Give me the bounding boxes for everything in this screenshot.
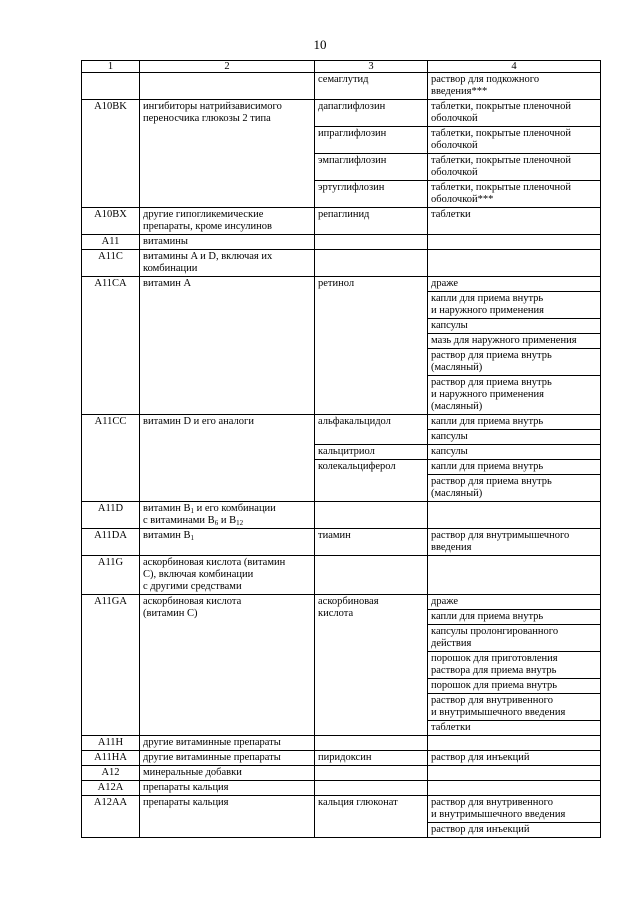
dosage-form-cell: капли для приема внутрь <box>428 460 601 475</box>
table-row <box>82 235 601 250</box>
dosage-form-cell: таблетки, покрытые пленочной оболочкой <box>428 154 601 181</box>
substance-cell: репаглинид <box>315 208 428 235</box>
table-row <box>82 556 601 595</box>
dosage-form-cell <box>428 250 601 277</box>
substance-cell <box>315 556 428 595</box>
group-name-cell: ингибиторы натрийзависимого переносчика глюкозы 2 типа <box>140 100 315 208</box>
table-row <box>82 781 601 796</box>
atc-code-cell: A10BX <box>82 208 140 235</box>
table-row <box>82 502 601 529</box>
atc-code-cell: A12AA <box>82 796 140 838</box>
atc-code-cell: A11GA <box>82 595 140 736</box>
column-header-code: 1 <box>82 61 140 73</box>
dosage-form-cell: капли для приема внутрь <box>428 415 601 430</box>
substance-cell <box>315 250 428 277</box>
atc-code-cell: A11H <box>82 736 140 751</box>
atc-code-cell: A11HA <box>82 751 140 766</box>
dosage-form-cell <box>428 736 601 751</box>
dosage-form-cell <box>428 781 601 796</box>
column-header-form: 4 <box>428 61 601 73</box>
dosage-form-cell <box>428 766 601 781</box>
group-name-cell: другие гипогликемические препараты, кроме инсулинов <box>140 208 315 235</box>
group-name-cell: витамины A и D, включая их комбинации <box>140 250 315 277</box>
table-row <box>82 529 601 556</box>
atc-code-cell: A12 <box>82 766 140 781</box>
group-name-cell: аскорбиновая кислота (витамин С) <box>140 595 315 736</box>
atc-code-cell: A12A <box>82 781 140 796</box>
drug-classification-table <box>81 60 601 838</box>
dosage-form-cell: мазь для наружного применения <box>428 334 601 349</box>
table-row <box>82 250 601 277</box>
atc-code-cell: A11G <box>82 556 140 595</box>
table-row <box>82 415 601 430</box>
dosage-form-cell: раствор для приема внутрь (масляный) <box>428 349 601 376</box>
group-name-cell: витамин A <box>140 277 315 415</box>
group-name-cell: витамин $B_1$ и его комбинации с витаминами $B_6$ и $B_{12}$ <box>140 502 315 529</box>
table-row <box>82 751 601 766</box>
dosage-form-cell: драже <box>428 277 601 292</box>
atc-code-cell <box>82 73 140 100</box>
table-row <box>82 100 601 127</box>
column-header-substance: 3 <box>315 61 428 73</box>
dosage-form-cell: капли для приема внутрь <box>428 610 601 625</box>
column-header-group: 2 <box>140 61 315 73</box>
dosage-form-cell: таблетки, покрытые пленочной оболочкой*** <box>428 181 601 208</box>
dosage-form-cell: капсулы <box>428 319 601 334</box>
group-name-cell <box>140 73 315 100</box>
dosage-form-cell: порошок для приготовления раствора для приема внутрь <box>428 652 601 679</box>
dosage-form-cell: таблетки, покрытые пленочной оболочкой <box>428 127 601 154</box>
table-row <box>82 208 601 235</box>
dosage-form-cell: раствор для внутривенного и внутримышечного введения <box>428 694 601 721</box>
table-row <box>82 277 601 292</box>
group-name-cell: минеральные добавки <box>140 766 315 781</box>
dosage-form-cell: капсулы <box>428 430 601 445</box>
substance-cell: кальция глюконат <box>315 796 428 838</box>
group-name-cell: другие витаминные препараты <box>140 736 315 751</box>
atc-code-cell: A11 <box>82 235 140 250</box>
dosage-form-cell: капсулы <box>428 445 601 460</box>
atc-code-cell: A11CC <box>82 415 140 502</box>
page-number: 10 <box>313 37 327 52</box>
substance-cell: ипраглифлозин <box>315 127 428 154</box>
group-name-cell: витамин $B_1$ <box>140 529 315 556</box>
dosage-form-cell <box>428 556 601 595</box>
substance-cell <box>315 766 428 781</box>
dosage-form-cell <box>428 502 601 529</box>
substance-cell <box>315 235 428 250</box>
dosage-form-cell: таблетки, покрытые пленочной оболочкой <box>428 100 601 127</box>
dosage-form-cell <box>428 235 601 250</box>
dosage-form-cell: раствор для приема внутрь и наружного применения (масляный) <box>428 376 601 415</box>
substance-cell: семаглутид <box>315 73 428 100</box>
dosage-form-cell: драже <box>428 595 601 610</box>
substance-cell: альфакальцидол <box>315 415 428 445</box>
dosage-form-cell: раствор для внутривенного и внутримышечного введения <box>428 796 601 823</box>
substance-cell: колекальциферол <box>315 460 428 502</box>
group-name-cell: витамин D и его аналоги <box>140 415 315 502</box>
substance-cell: ретинол <box>315 277 428 415</box>
substance-cell <box>315 736 428 751</box>
table-row <box>82 595 601 610</box>
table-row <box>82 736 601 751</box>
dosage-form-cell: таблетки <box>428 721 601 736</box>
dosage-form-cell: раствор для инъекций <box>428 751 601 766</box>
table-row <box>82 766 601 781</box>
group-name-cell: другие витаминные препараты <box>140 751 315 766</box>
dosage-form-cell: раствор для инъекций <box>428 823 601 838</box>
group-name-cell: витамины <box>140 235 315 250</box>
dosage-form-cell: таблетки <box>428 208 601 235</box>
substance-cell: кальцитриол <box>315 445 428 460</box>
dosage-form-cell: капсулы пролонгированного действия <box>428 625 601 652</box>
dosage-form-cell: капли для приема внутрь и наружного применения <box>428 292 601 319</box>
dosage-form-cell: раствор для внутримышечного введения <box>428 529 601 556</box>
substance-cell: эртуглифлозин <box>315 181 428 208</box>
atc-code-cell: A11CA <box>82 277 140 415</box>
substance-cell: тиамин <box>315 529 428 556</box>
substance-cell: пиридоксин <box>315 751 428 766</box>
atc-code-cell: A11D <box>82 502 140 529</box>
table-row <box>82 796 601 823</box>
substance-cell: дапаглифлозин <box>315 100 428 127</box>
table-header-row <box>82 61 601 73</box>
group-name-cell: препараты кальция <box>140 781 315 796</box>
atc-code-cell: A10BK <box>82 100 140 208</box>
substance-cell: аскорбиновая кислота <box>315 595 428 736</box>
group-name-cell: аскорбиновая кислота (витамин С), включая комбинации с другими средствами <box>140 556 315 595</box>
group-name-cell: препараты кальция <box>140 796 315 838</box>
table-row <box>82 73 601 100</box>
atc-code-cell: A11DA <box>82 529 140 556</box>
substance-cell <box>315 781 428 796</box>
dosage-form-cell: порошок для приема внутрь <box>428 679 601 694</box>
dosage-form-cell: раствор для подкожного введения*** <box>428 73 601 100</box>
atc-code-cell: A11C <box>82 250 140 277</box>
dosage-form-cell: раствор для приема внутрь (масляный) <box>428 475 601 502</box>
substance-cell <box>315 502 428 529</box>
substance-cell: эмпаглифлозин <box>315 154 428 181</box>
